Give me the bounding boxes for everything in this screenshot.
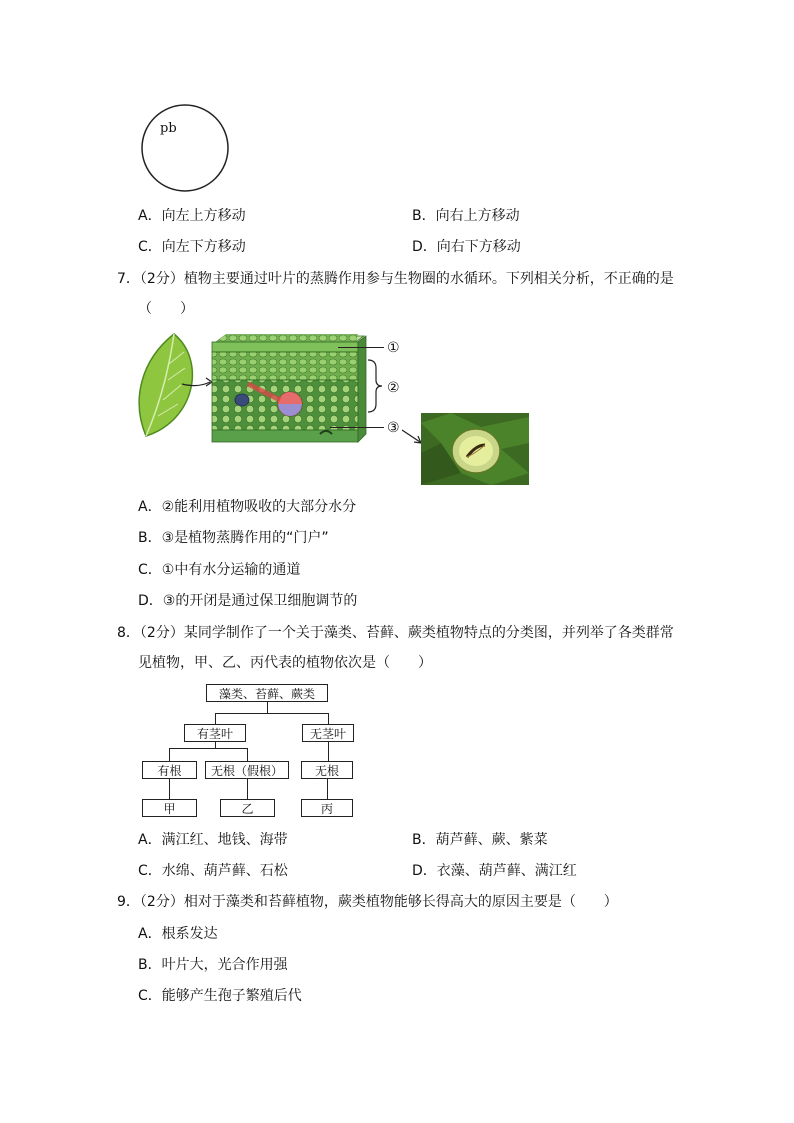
option-letter: B． (412, 208, 436, 224)
q8-option-b[interactable] (412, 831, 548, 849)
tree-line (328, 713, 329, 724)
q7-option-d[interactable] (138, 592, 357, 610)
q8-option-d[interactable] (412, 862, 577, 880)
q6-option-b[interactable] (412, 207, 520, 225)
option-text: 葫芦藓、蕨、紫菜 (435, 832, 548, 848)
option-text: 衣藻、葫芦藓、满江红 (436, 863, 577, 879)
tree-left-left: 有根 (142, 761, 197, 779)
option-letter: A． (138, 926, 162, 942)
q6-option-c[interactable] (138, 238, 246, 256)
tree-root: 藻类、苔藓、蕨类 (206, 684, 328, 702)
tree-leaf-bing: 丙 (301, 799, 353, 817)
q7-option-b[interactable] (138, 529, 329, 547)
option-text: 能够产生孢子繁殖后代 (161, 988, 302, 1004)
leader-line-3 (330, 427, 384, 428)
label-circled-3: ③ (387, 420, 400, 436)
tree-left: 有茎叶 (184, 724, 246, 742)
option-text: 向左上方移动 (161, 208, 246, 224)
q8-stem-line2: 见植物，甲、乙、丙代表的植物依次是（ ） (138, 655, 432, 671)
tree-leaf-yi: 乙 (220, 799, 275, 817)
option-letter: B． (138, 957, 162, 973)
option-letter: C． (138, 863, 162, 879)
option-letter: A． (138, 499, 162, 515)
option-letter: B． (412, 832, 436, 848)
option-letter: D． (412, 239, 437, 255)
tree-line (169, 748, 170, 761)
q6-option-a[interactable] (138, 207, 246, 225)
option-text: 根系发达 (161, 926, 218, 942)
q9-option-c[interactable] (138, 987, 302, 1005)
option-text: 水绵、葫芦藓、石松 (161, 863, 288, 879)
option-text: ②能利用植物吸收的大部分水分 (161, 499, 357, 515)
q8-option-a[interactable] (138, 831, 288, 849)
q7-option-a[interactable] (138, 498, 356, 516)
q9-option-b[interactable] (138, 956, 288, 974)
tree-line (215, 713, 216, 724)
label-circled-1: ① (387, 340, 400, 356)
option-text: ③是植物蒸腾作用的“门户” (161, 530, 329, 546)
circle-label: pb (160, 121, 177, 136)
tree-line (215, 713, 328, 714)
brace-2 (366, 358, 386, 418)
tree-line (169, 779, 170, 799)
q9-option-a[interactable] (138, 925, 218, 943)
option-letter: D． (412, 863, 437, 879)
option-letter: C． (138, 239, 162, 255)
stoma-micrograph (421, 413, 529, 485)
leader-line-1 (338, 347, 384, 348)
tree-line (247, 748, 248, 761)
q8-option-c[interactable] (138, 862, 288, 880)
microscope-field-circle (138, 104, 238, 204)
option-text: ①中有水分运输的通道 (161, 562, 301, 578)
option-text: 向右下方移动 (436, 239, 521, 255)
tree-right: 无茎叶 (302, 724, 354, 742)
q7-option-c[interactable] (138, 561, 300, 579)
q8-stem-line1: 8．（2分）某同学制作了一个关于藻类、苔藓、蕨类植物特点的分类图，并列举了各类群常 (117, 625, 674, 641)
option-text: 向右上方移动 (435, 208, 520, 224)
option-text: 叶片大，光合作用强 (161, 957, 288, 973)
option-text: 向左下方移动 (161, 239, 246, 255)
option-letter: A． (138, 208, 162, 224)
tree-right-child: 无根 (301, 761, 353, 779)
q7-stem-line2: （ ） (138, 301, 194, 317)
q6-option-d[interactable] (412, 238, 521, 256)
tree-line (247, 779, 248, 799)
option-letter: C． (138, 988, 162, 1004)
q9-stem-line1: 9．（2分）相对于藻类和苔藓植物，蕨类植物能够长得高大的原因主要是（ ） (117, 894, 618, 910)
option-letter: D． (138, 593, 163, 609)
tree-line (328, 742, 329, 761)
tree-leaf-jia: 甲 (142, 799, 197, 817)
tree-line (169, 748, 247, 749)
option-text: 满江红、地钱、海带 (161, 832, 288, 848)
tree-line (327, 779, 328, 799)
option-letter: C． (138, 562, 162, 578)
leaf-cross-section (208, 334, 368, 454)
tree-left-right: 无根（假根） (205, 761, 289, 779)
q7-stem-line1: 7．（2分）植物主要通过叶片的蒸腾作用参与生物圈的水循环。下列相关分析，不正确的是 (117, 271, 674, 287)
option-letter: B． (138, 530, 162, 546)
option-letter: A． (138, 832, 162, 848)
option-text: ③的开闭是通过保卫细胞调节的 (162, 593, 358, 609)
label-circled-2: ② (387, 380, 400, 396)
